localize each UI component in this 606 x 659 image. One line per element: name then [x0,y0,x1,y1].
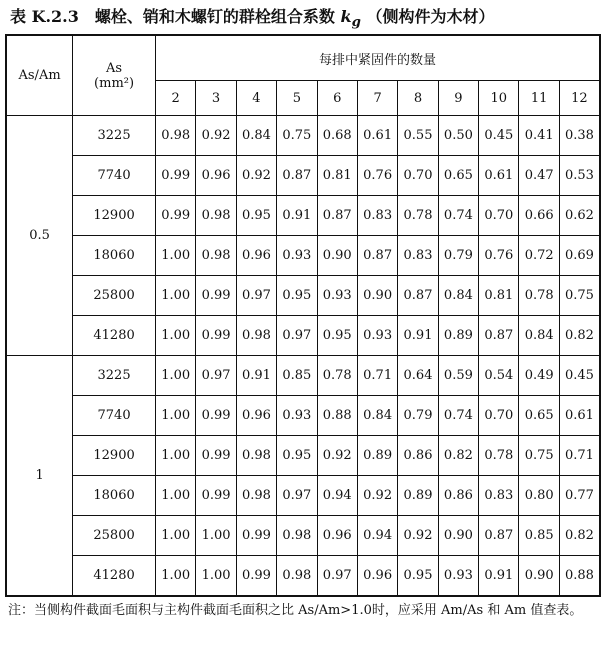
coefficient-cell: 0.97 [236,276,276,316]
note-text-3: 和 [487,603,501,618]
coefficient-cell: 0.61 [357,116,397,156]
coefficient-cell: 0.69 [559,236,600,276]
coefficient-cell: 0.98 [196,196,236,236]
as-cell: 18060 [73,476,156,516]
table-row [6,116,600,156]
coefficient-cell: 0.92 [357,476,397,516]
coefficient-cell: 0.81 [479,276,519,316]
coefficient-cell: 0.96 [236,396,276,436]
as-cell: 41280 [73,316,156,356]
coefficient-cell: 0.76 [479,236,519,276]
header-count-11: 11 [519,81,559,116]
coefficient-cell: 0.98 [277,516,317,556]
title-symbol: k [340,7,352,26]
coefficient-cell: 0.75 [559,276,600,316]
coefficient-cell: 0.95 [236,196,276,236]
table-row [6,276,600,316]
coefficient-cell: 0.87 [357,236,397,276]
coefficient-cell: 0.81 [317,156,357,196]
header-count-8: 8 [398,81,438,116]
as-cell: 3225 [73,356,156,396]
as-cell: 25800 [73,276,156,316]
header-as-unit: (mm²) [94,75,135,91]
coefficient-cell: 0.88 [559,556,600,597]
coefficient-cell: 0.71 [559,436,600,476]
as-cell: 12900 [73,196,156,236]
coefficient-cell: 0.70 [398,156,438,196]
as-cell: 12900 [73,436,156,476]
coefficient-cell: 0.92 [196,116,236,156]
coefficient-cell: 0.90 [438,516,478,556]
coefficient-cell: 0.80 [519,476,559,516]
coefficient-cell: 0.82 [559,316,600,356]
coefficient-cell: 0.88 [317,396,357,436]
as-cell: 7740 [73,396,156,436]
coefficient-cell: 0.98 [155,116,195,156]
coefficient-cell: 1.00 [155,436,195,476]
coefficient-cell: 0.90 [519,556,559,597]
coefficient-cell: 0.89 [357,436,397,476]
coefficient-table [5,34,601,597]
title-symbol-sub: g [351,14,361,31]
coefficient-cell: 0.93 [357,316,397,356]
header-row-1 [6,35,600,81]
footnote [8,599,600,622]
coefficient-cell: 0.98 [236,436,276,476]
coefficient-cell: 1.00 [196,516,236,556]
coefficient-cell: 0.70 [479,196,519,236]
coefficient-cell: 0.75 [277,116,317,156]
coefficient-cell: 0.65 [519,396,559,436]
coefficient-cell: 0.98 [236,476,276,516]
coefficient-cell: 0.62 [559,196,600,236]
coefficient-cell: 0.94 [357,516,397,556]
coefficient-cell: 0.41 [519,116,559,156]
table-row [6,476,600,516]
header-as-label: As [106,60,123,76]
coefficient-cell: 0.82 [438,436,478,476]
coefficient-cell: 1.00 [196,556,236,597]
table-row [6,156,600,196]
coefficient-cell: 0.74 [438,196,478,236]
coefficient-cell: 0.96 [236,236,276,276]
coefficient-cell: 0.97 [196,356,236,396]
coefficient-cell: 0.68 [317,116,357,156]
coefficient-cell: 0.55 [398,116,438,156]
coefficient-cell: 0.99 [236,556,276,597]
coefficient-cell: 0.65 [438,156,478,196]
coefficient-cell: 0.86 [398,436,438,476]
coefficient-cell: 0.86 [438,476,478,516]
coefficient-cell: 0.95 [277,276,317,316]
header-fastener-count: 每排中紧固件的数量 [155,35,600,81]
coefficient-cell: 0.77 [559,476,600,516]
coefficient-cell: 0.54 [479,356,519,396]
coefficient-cell: 0.91 [236,356,276,396]
coefficient-cell: 0.99 [236,516,276,556]
coefficient-cell: 0.79 [438,236,478,276]
coefficient-cell: 0.72 [519,236,559,276]
coefficient-cell: 0.45 [559,356,600,396]
coefficient-cell: 0.84 [357,396,397,436]
coefficient-cell: 0.61 [479,156,519,196]
coefficient-cell: 0.92 [317,436,357,476]
coefficient-cell: 1.00 [155,556,195,597]
coefficient-cell: 0.95 [277,436,317,476]
coefficient-cell: 0.85 [277,356,317,396]
header-as [73,35,156,116]
table-row [6,436,600,476]
as-cell: 3225 [73,116,156,156]
coefficient-cell: 0.85 [519,516,559,556]
as-cell: 18060 [73,236,156,276]
coefficient-cell: 0.78 [479,436,519,476]
coefficient-cell: 1.00 [155,276,195,316]
header-ratio: As/Am [6,35,73,116]
header-count-6: 6 [317,81,357,116]
header-count-9: 9 [438,81,478,116]
coefficient-cell: 0.90 [317,236,357,276]
coefficient-cell: 0.93 [438,556,478,597]
coefficient-cell: 0.99 [196,276,236,316]
note-text-1: 注：当侧构件截面毛面积与主构件截面毛面积之比 [8,603,295,618]
coefficient-cell: 0.66 [519,196,559,236]
coefficient-cell: 0.96 [357,556,397,597]
coefficient-cell: 0.95 [398,556,438,597]
coefficient-cell: 0.71 [357,356,397,396]
coefficient-cell: 0.89 [398,476,438,516]
coefficient-cell: 0.87 [398,276,438,316]
table-row [6,356,600,396]
coefficient-cell: 0.89 [438,316,478,356]
header-count-12: 12 [559,81,600,116]
coefficient-cell: 0.97 [277,316,317,356]
as-cell: 7740 [73,156,156,196]
coefficient-cell: 0.98 [196,236,236,276]
coefficient-cell: 0.96 [196,156,236,196]
as-cell: 41280 [73,556,156,597]
coefficient-cell: 0.91 [277,196,317,236]
coefficient-cell: 0.99 [155,156,195,196]
coefficient-cell: 0.95 [317,316,357,356]
note-sym-a: Am/As [441,603,484,618]
table-row [6,396,600,436]
header-count-4: 4 [236,81,276,116]
coefficient-cell: 0.79 [398,396,438,436]
coefficient-cell: 0.94 [317,476,357,516]
coefficient-cell: 0.98 [277,556,317,597]
coefficient-cell: 0.93 [317,276,357,316]
coefficient-cell: 0.53 [559,156,600,196]
coefficient-cell: 0.84 [236,116,276,156]
coefficient-cell: 0.99 [196,316,236,356]
coefficient-cell: 0.87 [479,516,519,556]
coefficient-cell: 0.91 [479,556,519,597]
coefficient-cell: 0.47 [519,156,559,196]
note-sym-b: Am [504,603,527,618]
table-title [10,6,600,33]
ratio-cell: 0.5 [6,116,73,356]
coefficient-cell: 0.84 [519,316,559,356]
coefficient-cell: 0.38 [559,116,600,156]
table-row [6,236,600,276]
coefficient-cell: 0.87 [317,196,357,236]
table-row [6,196,600,236]
title-suffix: （侧构件为木材） [366,7,495,26]
coefficient-cell: 0.87 [277,156,317,196]
coefficient-cell: 0.93 [277,236,317,276]
coefficient-cell: 0.87 [479,316,519,356]
coefficient-cell: 0.97 [317,556,357,597]
coefficient-cell: 1.00 [155,396,195,436]
ratio-cell: 1 [6,356,73,597]
coefficient-cell: 0.50 [438,116,478,156]
coefficient-cell: 0.98 [236,316,276,356]
coefficient-cell: 0.92 [398,516,438,556]
coefficient-cell: 0.91 [398,316,438,356]
coefficient-cell: 0.59 [438,356,478,396]
coefficient-cell: 0.83 [357,196,397,236]
table-row [6,516,600,556]
coefficient-cell: 0.75 [519,436,559,476]
note-text-4: 值查表。 [530,603,583,618]
coefficient-cell: 0.45 [479,116,519,156]
coefficient-cell: 0.99 [196,396,236,436]
coefficient-cell: 0.92 [236,156,276,196]
coefficient-cell: 0.84 [438,276,478,316]
header-count-2: 2 [155,81,195,116]
table-row [6,316,600,356]
coefficient-cell: 0.90 [357,276,397,316]
coefficient-cell: 0.82 [559,516,600,556]
coefficient-cell: 0.74 [438,396,478,436]
coefficient-cell: 0.83 [479,476,519,516]
coefficient-cell: 1.00 [155,316,195,356]
coefficient-cell: 0.99 [155,196,195,236]
coefficient-cell: 1.00 [155,236,195,276]
header-count-5: 5 [277,81,317,116]
coefficient-cell: 0.83 [398,236,438,276]
coefficient-cell: 0.96 [317,516,357,556]
note-text-2: 时，应采用 [371,603,437,618]
coefficient-cell: 0.78 [317,356,357,396]
coefficient-cell: 0.70 [479,396,519,436]
as-cell: 25800 [73,516,156,556]
coefficient-cell: 1.00 [155,516,195,556]
coefficient-cell: 0.49 [519,356,559,396]
coefficient-cell: 0.76 [357,156,397,196]
table-row [6,556,600,597]
coefficient-cell: 0.61 [559,396,600,436]
coefficient-cell: 0.78 [398,196,438,236]
coefficient-cell: 0.78 [519,276,559,316]
coefficient-cell: 0.99 [196,436,236,476]
coefficient-cell: 0.97 [277,476,317,516]
header-count-3: 3 [196,81,236,116]
coefficient-cell: 0.99 [196,476,236,516]
title-prefix: 表 K.2.3 螺栓、销和木螺钉的群栓组合系数 [10,7,335,26]
header-count-10: 10 [479,81,519,116]
coefficient-cell: 1.00 [155,476,195,516]
coefficient-cell: 0.93 [277,396,317,436]
coefficient-cell: 0.64 [398,356,438,396]
header-count-7: 7 [357,81,397,116]
note-ratio: As/Am>1.0 [298,603,372,618]
coefficient-cell: 1.00 [155,356,195,396]
